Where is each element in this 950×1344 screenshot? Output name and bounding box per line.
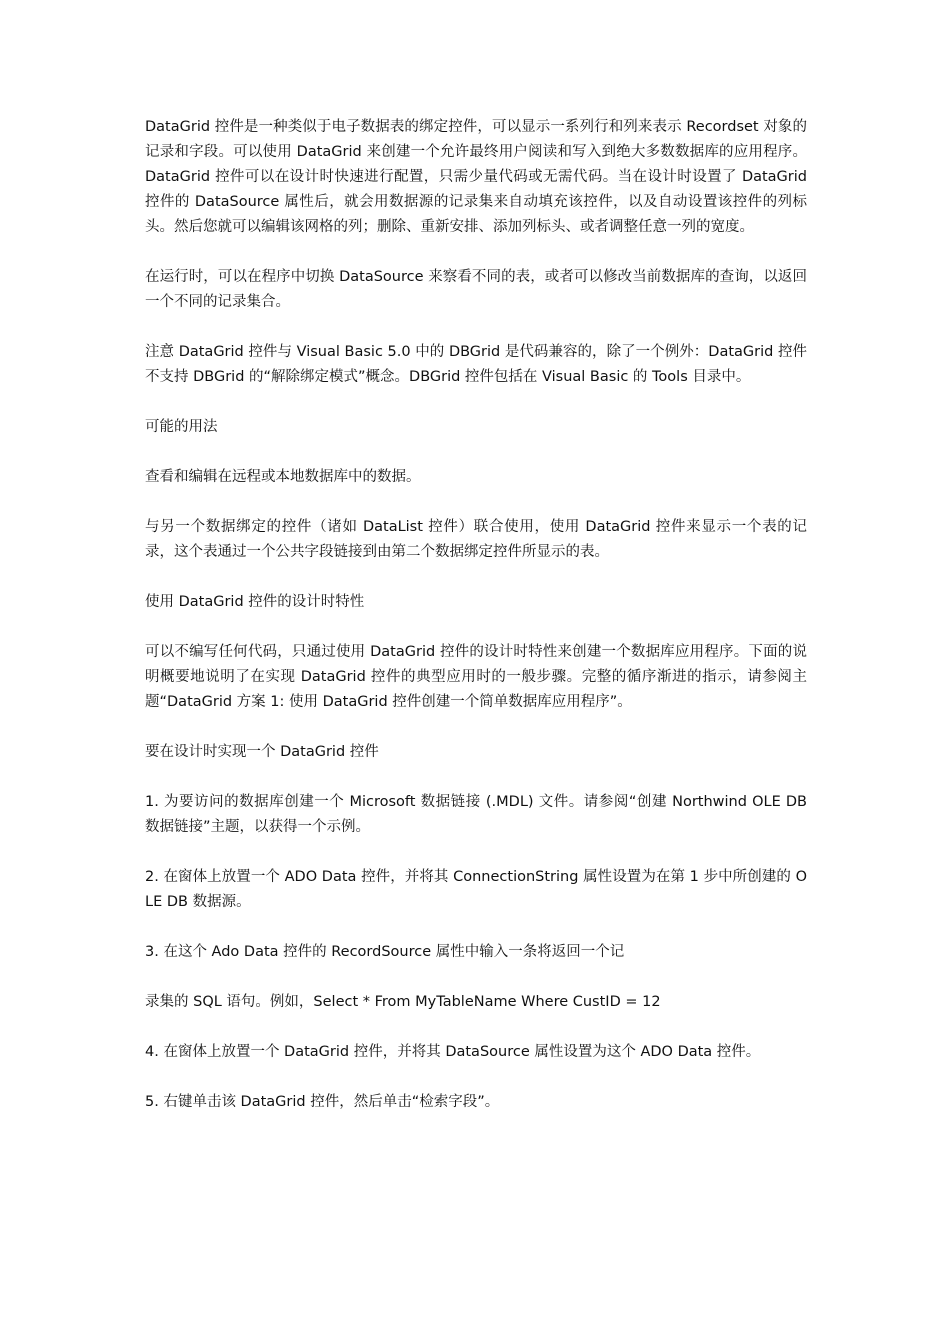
step-3-continued: 录集的 SQL 语句。例如，Select * From MyTableName Where CustID = 12 xyxy=(145,994,661,1010)
heading-implement-design-time: 要在设计时实现一个 DataGrid 控件 xyxy=(145,744,379,760)
step-2: 2. 在窗体上放置一个 ADO Data 控件，并将其 ConnectionString 属性设置为在第 1 步中所创建的 OLE DB 数据源。 xyxy=(145,869,807,910)
document-page xyxy=(145,115,807,1115)
paragraph-runtime: 在运行时，可以在程序中切换 DataSource 来察看不同的表，或者可以修改当前数据库的查询，以返回一个不同的记录集合。 xyxy=(145,269,807,310)
step-3: 3. 在这个 Ado Data 控件的 RecordSource 属性中输入一条将返回一个记 xyxy=(145,944,625,960)
step-5: 5. 右键单击该 DataGrid 控件，然后单击“检索字段”。 xyxy=(145,1094,500,1110)
paragraph-note: 注意 DataGrid 控件与 Visual Basic 5.0 中的 DBGrid 是代码兼容的，除了一个例外：DataGrid 控件不支持 DBGrid 的“解除绑定模式”概念。DBGrid 控件包括在 Visual Basic 的 Tools 目录中。 xyxy=(145,344,807,385)
paragraph-design-time: 可以不编写任何代码，只通过使用 DataGrid 控件的设计时特性来创建一个数据库应用程序。下面的说明概要地说明了在实现 DataGrid 控件的典型应用时的一般步骤。完整的循序渐进的指示，请参阅主题“DataGrid 方案 1: 使用 DataGrid 控件创建一个简单数据库应用程序”。 xyxy=(145,644,807,710)
heading-design-time-features: 使用 DataGrid 控件的设计时特性 xyxy=(145,594,365,610)
step-1: 1. 为要访问的数据库创建一个 Microsoft 数据链接 (.MDL) 文件。请参阅“创建 Northwind OLE DB 数据链接”主题，以获得一个示例。 xyxy=(145,794,807,835)
paragraph-use-1: 查看和编辑在远程或本地数据库中的数据。 xyxy=(145,469,421,485)
paragraph-use-2: 与另一个数据绑定的控件（诸如 DataList 控件）联合使用，使用 DataGrid 控件来显示一个表的记录，这个表通过一个公共字段链接到由第二个数据绑定控件所显示的表。 xyxy=(145,519,807,560)
heading-possible-uses: 可能的用法 xyxy=(145,419,218,435)
paragraph-intro: DataGrid 控件是一种类似于电子数据表的绑定控件，可以显示一系列行和列来表示 Recordset 对象的记录和字段。可以使用 DataGrid 来创建一个允许最终用户阅读和写入到绝大多数数据库的应用程序。DataGrid 控件可以在设计时快速进行配置，只需少量代码或无需代码。当在设计时设置了 DataGrid 控件的 DataSource 属性后，就会用数据源的记录集来自动填充该控件，以及自动设置该控件的列标头。然后您就可以编辑该网格的列；删除、重新安排、添加列标头、或者调整任意一列的宽度。 xyxy=(145,119,807,235)
step-4: 4. 在窗体上放置一个 DataGrid 控件，并将其 DataSource 属性设置为这个 ADO Data 控件。 xyxy=(145,1044,761,1060)
